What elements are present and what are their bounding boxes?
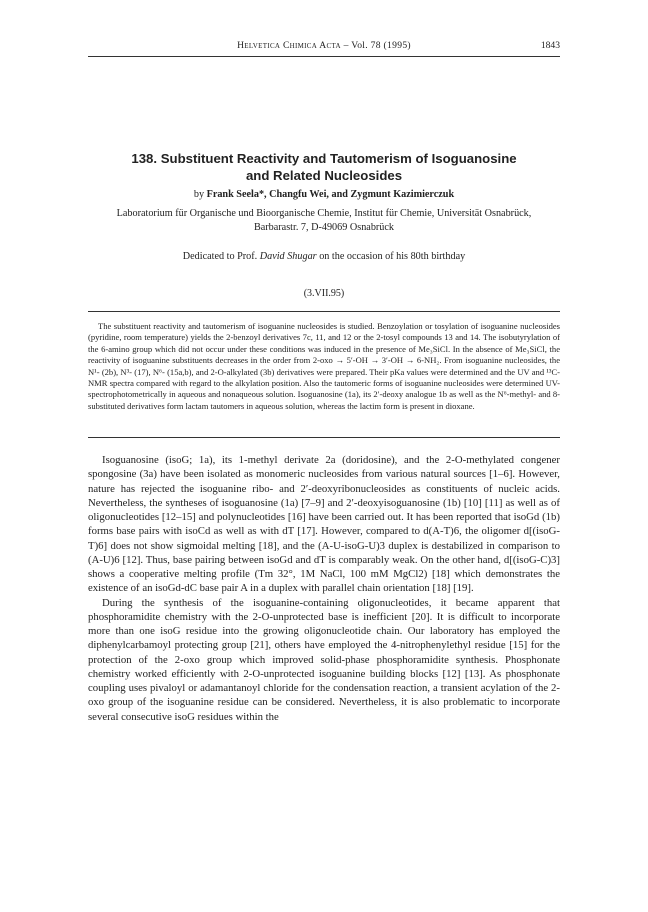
affiliation-line-1: Laboratorium für Organische und Bioorganische Chemie, Institut für Chemie, Universität Osnabrück, bbox=[116, 208, 532, 219]
running-title bbox=[88, 40, 560, 52]
dedication-suffix: on the occasion of his 80th birthday bbox=[319, 251, 466, 262]
abstract bbox=[88, 321, 560, 412]
article-title bbox=[88, 150, 560, 184]
journal-volume: – Vol. 78 (1995) bbox=[343, 40, 411, 51]
abstract-text: The substituent reactivity and tautomerism of isoguanine nucleosides is studied. Benzoylation or tosylation of isoguanine nucleosides (pyridine, room temperature) yields the 2-benzoyl derivatives 7c, 11, and 12 or the 2-tosyl compounds 13 and 14. The isobutyrylation of the 6-amino group which did not occur under these conditions was induced in the presence of Me₃SiCl. In the absence of Me₃SiCl, the reactivity of isoguanine substituents decreases in the order from 2-oxo → 5′-OH → 3′-OH → 6-NH₂. From isoguanine nucleosides, the N¹- (2b), N³- (17), N⁶- (15a,b), and 2-O-alkylated (3b) derivatives were prepared. Their pKa values were determined and the UV and ¹³C-NMR spectra compared with regard to the alkylation position. Also the tautomeric forms of isoguanine nucleosides were determined UV-spectrophotometrically in aqueous and nonaqueous solution. Isoguanosine (1a), its 2′-deoxy analogue 1b as well as the N⁶-methyl- and 8-substituted derivatives form lactam tautomers in aqueous solution, whereas the lactim form is present in dioxane. bbox=[88, 321, 560, 411]
received-date: (3.VII.95) bbox=[303, 288, 345, 299]
page-number: 1843 bbox=[540, 40, 560, 51]
by-word: by bbox=[193, 189, 205, 200]
abstract-top-rule bbox=[88, 311, 560, 312]
title-line-2: and Related Nucleosides bbox=[245, 168, 403, 183]
affiliation-line-2: Barbarastr. 7, D-49069 Osnabrück bbox=[253, 221, 395, 233]
body-text bbox=[88, 453, 560, 724]
dedication-prefix: Dedicated to Prof. bbox=[182, 251, 258, 262]
abstract-bottom-rule bbox=[88, 437, 560, 438]
authors: Frank Seela*, Changfu Wei, and Zygmunt Kazimierczuk bbox=[206, 189, 455, 200]
journal-name: Helvetica Chimica Acta bbox=[237, 40, 341, 51]
body-paragraph-2: During the synthesis of the isoguanine-containing oligonucleotides, it became apparent that phosphoramidite chemistry with the 2-O-unprotected base is inefficient [20]. It is difficult to incorporate more than one isoG residue into the growing oligonucleotide chain. Our laboratory has employed the diphenylcarbamoyl protecting group [21], others have employed the 4-nitrophenylethyl residue [15] for the protection of the 2-oxo group which improved solid-phase phosphoramidite synthesis. Phosphonate chemistry worked efficiently with 2-O-unprotected isoguanine building blocks [12] [13]. As phosphonate coupling uses pivaloyl or adamantanoyl chloride for the condensation reaction, a transient acylation of the 2-oxo group of the isoguanine residue can be considered. Nevertheless, it is also problematic to incorporate several consecutive isoG residues within the bbox=[88, 596, 560, 723]
affiliation bbox=[88, 207, 560, 234]
header-rule bbox=[88, 56, 560, 57]
body-paragraph-1: Isoguanosine (isoG; 1a), its 1-methyl derivate 2a (doridosine), and the 2-O-methylated congener spongosine (3a) have been isolated as monomeric nucleosides from various natural sources [1–6]. However, nature has rejected the isoguanine ribo- and 2′-deoxyribonucleosides as constituents of nucleic acids. Nevertheless, the syntheses of isoguanosine (1a) [7–9] and 2′-deoxyisoguanosine (1b) [10] [11] as well as of oligonucleotides [12–15] and polynucleotides [16] have been carried out. It has been reported that isoGd (1b) forms base pairs with isoCd as well as with dT [17]. However, compared to d(A-T)6, the oligomer d[(isoG-T)6] does not show sigmoidal melting [18], and the (A-U-isoG-U)3 duplex is destabilized in comparison to (A-U)6 [12]. Thus, base pairing between isoGd and dT is comparably weak. On the other hand, d[(isoG-C)3] shows a cooperative melting profile (Tm 32°, 1M NaCl, 100 mM MgCl2) [18] which demonstrates the existence of an isoGd-dC base pair A in a duplex with parallel chain orientation [18] [19]. bbox=[88, 454, 560, 595]
dedication bbox=[88, 250, 560, 263]
byline bbox=[88, 188, 560, 201]
title-line-1: 138. Substituent Reactivity and Tautomerism of Isoguanosine bbox=[131, 151, 517, 166]
dedication-name: David Shugar bbox=[259, 251, 317, 262]
